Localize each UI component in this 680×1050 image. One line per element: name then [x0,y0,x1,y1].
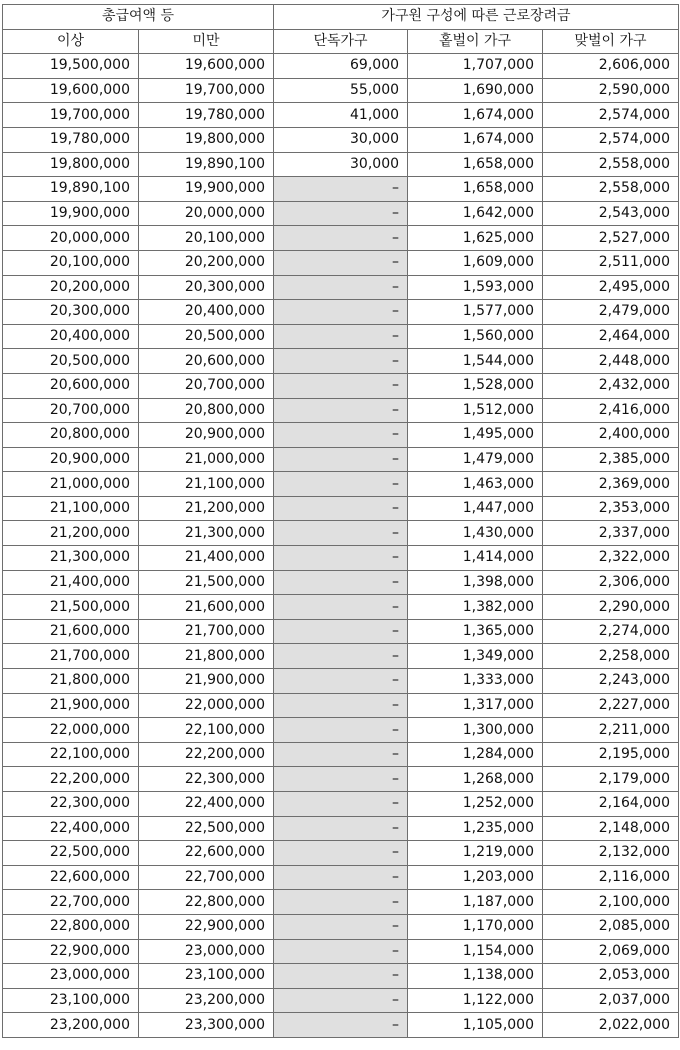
income-from-cell: 22,400,000 [3,816,139,841]
dual-earner-cell: 2,353,000 [543,496,679,521]
single-earner-cell: 1,365,000 [408,619,543,644]
single-household-cell: – [274,865,408,890]
single-household-cell: 55,000 [274,78,408,103]
table-row [3,767,679,792]
income-to-cell: 22,600,000 [139,841,274,866]
single-household-cell: – [274,964,408,989]
table-row [3,127,679,152]
dual-earner-cell: 2,543,000 [543,201,679,226]
single-household-cell: – [274,570,408,595]
income-to-cell: 21,100,000 [139,472,274,497]
dual-earner-cell: 2,085,000 [543,914,679,939]
income-to-cell: 23,000,000 [139,939,274,964]
single-earner-cell: 1,382,000 [408,595,543,620]
single-household-cell: – [274,423,408,448]
single-earner-cell: 1,528,000 [408,373,543,398]
single-household-cell: – [274,939,408,964]
income-to-cell: 21,400,000 [139,546,274,571]
income-to-cell: 19,780,000 [139,103,274,128]
header-income-to: 미만 [139,29,274,54]
income-to-cell: 22,700,000 [139,865,274,890]
table-row [3,546,679,571]
income-from-cell: 20,900,000 [3,447,139,472]
single-earner-cell: 1,105,000 [408,1013,543,1038]
single-earner-cell: 1,187,000 [408,890,543,915]
income-from-cell: 19,600,000 [3,78,139,103]
header-column-row [3,29,679,54]
income-to-cell: 23,100,000 [139,964,274,989]
income-to-cell: 19,890,100 [139,152,274,177]
dual-earner-cell: 2,322,000 [543,546,679,571]
table-row [3,177,679,202]
table-row [3,939,679,964]
income-from-cell: 19,780,000 [3,127,139,152]
single-household-cell: – [274,447,408,472]
single-earner-cell: 1,544,000 [408,349,543,374]
table-row [3,619,679,644]
single-household-cell: – [274,644,408,669]
income-from-cell: 23,100,000 [3,988,139,1013]
single-household-cell: – [274,669,408,694]
income-from-cell: 22,600,000 [3,865,139,890]
single-household-cell: 30,000 [274,152,408,177]
single-household-cell: – [274,226,408,251]
income-to-cell: 20,800,000 [139,398,274,423]
single-earner-cell: 1,642,000 [408,201,543,226]
income-from-cell: 22,800,000 [3,914,139,939]
dual-earner-cell: 2,400,000 [543,423,679,448]
table-row [3,742,679,767]
table-row [3,496,679,521]
income-to-cell: 20,400,000 [139,300,274,325]
single-household-cell: – [274,1013,408,1038]
dual-earner-cell: 2,164,000 [543,792,679,817]
single-earner-cell: 1,252,000 [408,792,543,817]
dual-earner-cell: 2,100,000 [543,890,679,915]
dual-earner-cell: 2,527,000 [543,226,679,251]
income-from-cell: 21,800,000 [3,669,139,694]
single-household-cell: – [274,349,408,374]
single-household-cell: – [274,373,408,398]
table-row [3,890,679,915]
table-row [3,447,679,472]
dual-earner-cell: 2,243,000 [543,669,679,694]
income-to-cell: 22,900,000 [139,914,274,939]
table-row [3,103,679,128]
income-to-cell: 22,000,000 [139,693,274,718]
dual-earner-cell: 2,069,000 [543,939,679,964]
single-earner-cell: 1,593,000 [408,275,543,300]
income-to-cell: 23,200,000 [139,988,274,1013]
single-household-cell: 30,000 [274,127,408,152]
dual-earner-cell: 2,132,000 [543,841,679,866]
single-household-cell: – [274,816,408,841]
table-row [3,693,679,718]
header-income-from: 이상 [3,29,139,54]
single-earner-cell: 1,122,000 [408,988,543,1013]
single-earner-cell: 1,430,000 [408,521,543,546]
income-from-cell: 21,500,000 [3,595,139,620]
income-to-cell: 20,700,000 [139,373,274,398]
single-household-cell: – [274,718,408,743]
income-from-cell: 21,300,000 [3,546,139,571]
single-household-cell: 41,000 [274,103,408,128]
dual-earner-cell: 2,416,000 [543,398,679,423]
income-to-cell: 19,800,000 [139,127,274,152]
income-from-cell: 22,900,000 [3,939,139,964]
income-from-cell: 20,300,000 [3,300,139,325]
income-from-cell: 23,200,000 [3,1013,139,1038]
income-from-cell: 21,000,000 [3,472,139,497]
table-row [3,718,679,743]
income-to-cell: 21,800,000 [139,644,274,669]
single-earner-cell: 1,495,000 [408,423,543,448]
dual-earner-cell: 2,511,000 [543,250,679,275]
single-household-cell: – [274,841,408,866]
table-row [3,816,679,841]
income-from-cell: 20,600,000 [3,373,139,398]
dual-earner-cell: 2,037,000 [543,988,679,1013]
dual-earner-cell: 2,306,000 [543,570,679,595]
income-from-cell: 20,400,000 [3,324,139,349]
income-from-cell: 19,900,000 [3,201,139,226]
single-earner-cell: 1,707,000 [408,54,543,79]
single-earner-cell: 1,609,000 [408,250,543,275]
dual-earner-cell: 2,337,000 [543,521,679,546]
single-household-cell: – [274,521,408,546]
dual-earner-cell: 2,590,000 [543,78,679,103]
income-to-cell: 22,300,000 [139,767,274,792]
single-earner-cell: 1,625,000 [408,226,543,251]
table-row [3,841,679,866]
dual-earner-cell: 2,258,000 [543,644,679,669]
income-to-cell: 22,200,000 [139,742,274,767]
income-to-cell: 20,000,000 [139,201,274,226]
single-household-cell: 69,000 [274,54,408,79]
income-to-cell: 21,200,000 [139,496,274,521]
single-earner-cell: 1,674,000 [408,127,543,152]
table-row [3,201,679,226]
income-to-cell: 22,800,000 [139,890,274,915]
income-to-cell: 23,300,000 [139,1013,274,1038]
dual-earner-cell: 2,432,000 [543,373,679,398]
table-row [3,423,679,448]
single-earner-cell: 1,317,000 [408,693,543,718]
table-row [3,398,679,423]
single-household-cell: – [274,201,408,226]
dual-earner-cell: 2,116,000 [543,865,679,890]
single-earner-cell: 1,463,000 [408,472,543,497]
header-credit-group: 가구원 구성에 따른 근로장려금 [274,5,679,30]
income-from-cell: 20,800,000 [3,423,139,448]
single-earner-cell: 1,674,000 [408,103,543,128]
income-from-cell: 22,300,000 [3,792,139,817]
income-from-cell: 23,000,000 [3,964,139,989]
single-earner-cell: 1,512,000 [408,398,543,423]
single-household-cell: – [274,275,408,300]
dual-earner-cell: 2,290,000 [543,595,679,620]
table-row [3,1013,679,1038]
income-from-cell: 21,100,000 [3,496,139,521]
income-from-cell: 19,800,000 [3,152,139,177]
income-to-cell: 20,500,000 [139,324,274,349]
dual-earner-cell: 2,369,000 [543,472,679,497]
dual-earner-cell: 2,385,000 [543,447,679,472]
income-from-cell: 19,700,000 [3,103,139,128]
income-from-cell: 20,500,000 [3,349,139,374]
dual-earner-cell: 2,574,000 [543,103,679,128]
single-earner-cell: 1,447,000 [408,496,543,521]
header-single-household: 단독가구 [274,29,408,54]
income-from-cell: 20,100,000 [3,250,139,275]
income-from-cell: 21,200,000 [3,521,139,546]
single-earner-cell: 1,284,000 [408,742,543,767]
table-row [3,521,679,546]
single-household-cell: – [274,250,408,275]
income-to-cell: 21,700,000 [139,619,274,644]
income-from-cell: 19,890,100 [3,177,139,202]
income-to-cell: 20,100,000 [139,226,274,251]
header-group-row [3,5,679,30]
single-household-cell: – [274,472,408,497]
work-incentive-table [2,4,679,1038]
income-to-cell: 19,700,000 [139,78,274,103]
table-row [3,964,679,989]
single-household-cell: – [274,890,408,915]
income-from-cell: 22,100,000 [3,742,139,767]
single-earner-cell: 1,398,000 [408,570,543,595]
single-earner-cell: 1,560,000 [408,324,543,349]
single-earner-cell: 1,414,000 [408,546,543,571]
income-from-cell: 20,000,000 [3,226,139,251]
income-from-cell: 21,400,000 [3,570,139,595]
table-row [3,669,679,694]
income-to-cell: 20,900,000 [139,423,274,448]
dual-earner-cell: 2,464,000 [543,324,679,349]
dual-earner-cell: 2,479,000 [543,300,679,325]
dual-earner-cell: 2,558,000 [543,177,679,202]
single-household-cell: – [274,300,408,325]
income-from-cell: 20,200,000 [3,275,139,300]
single-household-cell: – [274,595,408,620]
table-row [3,988,679,1013]
single-household-cell: – [274,398,408,423]
table-row [3,472,679,497]
dual-earner-cell: 2,211,000 [543,718,679,743]
income-to-cell: 19,600,000 [139,54,274,79]
dual-earner-cell: 2,558,000 [543,152,679,177]
income-to-cell: 20,200,000 [139,250,274,275]
income-to-cell: 21,300,000 [139,521,274,546]
table-row [3,275,679,300]
single-earner-cell: 1,154,000 [408,939,543,964]
income-to-cell: 21,600,000 [139,595,274,620]
income-to-cell: 21,900,000 [139,669,274,694]
header-income-group: 총급여액 등 [3,5,274,30]
table-row [3,865,679,890]
income-to-cell: 22,100,000 [139,718,274,743]
single-earner-cell: 1,333,000 [408,669,543,694]
table-row [3,595,679,620]
table-row [3,914,679,939]
single-earner-cell: 1,268,000 [408,767,543,792]
single-household-cell: – [274,988,408,1013]
single-household-cell: – [274,177,408,202]
table-body [3,54,679,1038]
dual-earner-cell: 2,022,000 [543,1013,679,1038]
table-row [3,373,679,398]
single-household-cell: – [274,767,408,792]
table-row [3,54,679,79]
single-earner-cell: 1,690,000 [408,78,543,103]
income-from-cell: 21,900,000 [3,693,139,718]
single-household-cell: – [274,693,408,718]
table-row [3,349,679,374]
income-to-cell: 21,500,000 [139,570,274,595]
single-earner-cell: 1,203,000 [408,865,543,890]
income-from-cell: 22,000,000 [3,718,139,743]
income-to-cell: 22,500,000 [139,816,274,841]
single-earner-cell: 1,138,000 [408,964,543,989]
single-earner-cell: 1,235,000 [408,816,543,841]
single-household-cell: – [274,914,408,939]
single-earner-cell: 1,349,000 [408,644,543,669]
table-row [3,792,679,817]
single-earner-cell: 1,658,000 [408,177,543,202]
table-row [3,152,679,177]
dual-earner-cell: 2,448,000 [543,349,679,374]
income-from-cell: 22,200,000 [3,767,139,792]
single-earner-cell: 1,479,000 [408,447,543,472]
single-earner-cell: 1,577,000 [408,300,543,325]
dual-earner-cell: 2,606,000 [543,54,679,79]
single-earner-cell: 1,170,000 [408,914,543,939]
dual-earner-cell: 2,179,000 [543,767,679,792]
table-row [3,324,679,349]
single-earner-cell: 1,300,000 [408,718,543,743]
single-household-cell: – [274,496,408,521]
single-household-cell: – [274,742,408,767]
income-to-cell: 19,900,000 [139,177,274,202]
dual-earner-cell: 2,274,000 [543,619,679,644]
dual-earner-cell: 2,195,000 [543,742,679,767]
table-row [3,78,679,103]
table-row [3,250,679,275]
single-household-cell: – [274,619,408,644]
single-household-cell: – [274,324,408,349]
single-household-cell: – [274,792,408,817]
table-row [3,226,679,251]
income-to-cell: 20,600,000 [139,349,274,374]
income-from-cell: 19,500,000 [3,54,139,79]
table-header [3,5,679,54]
table-row [3,300,679,325]
income-from-cell: 21,700,000 [3,644,139,669]
income-from-cell: 20,700,000 [3,398,139,423]
dual-earner-cell: 2,574,000 [543,127,679,152]
single-household-cell: – [274,546,408,571]
dual-earner-cell: 2,227,000 [543,693,679,718]
income-to-cell: 21,000,000 [139,447,274,472]
header-single-earner-household: 홑벌이 가구 [408,29,543,54]
dual-earner-cell: 2,053,000 [543,964,679,989]
income-to-cell: 22,400,000 [139,792,274,817]
dual-earner-cell: 2,148,000 [543,816,679,841]
income-from-cell: 22,700,000 [3,890,139,915]
income-to-cell: 20,300,000 [139,275,274,300]
dual-earner-cell: 2,495,000 [543,275,679,300]
table-row [3,570,679,595]
income-from-cell: 22,500,000 [3,841,139,866]
single-earner-cell: 1,219,000 [408,841,543,866]
header-dual-earner-household: 맞벌이 가구 [543,29,679,54]
income-from-cell: 21,600,000 [3,619,139,644]
single-earner-cell: 1,658,000 [408,152,543,177]
table-row [3,644,679,669]
